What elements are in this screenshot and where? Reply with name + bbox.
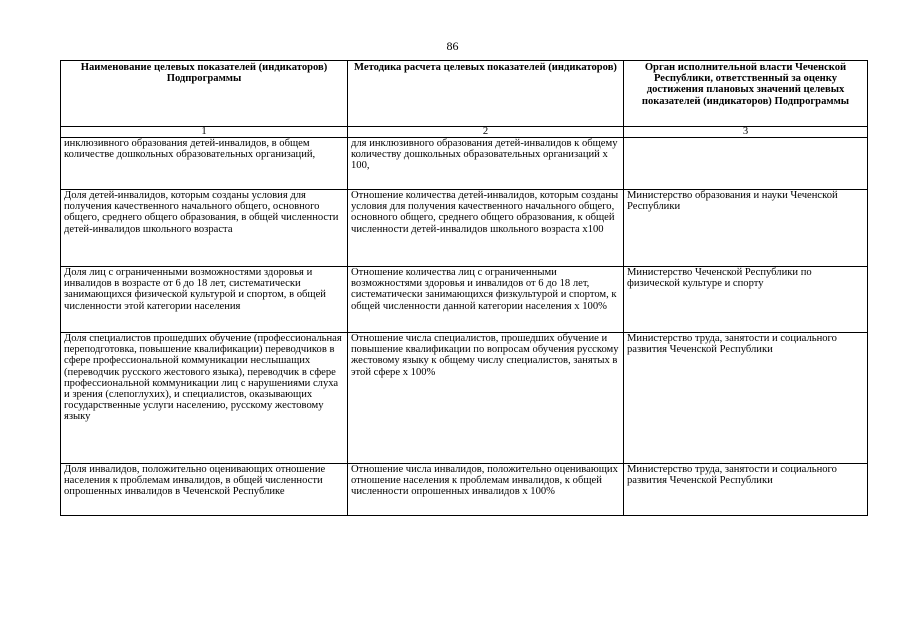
table-row — [61, 464, 868, 516]
indicator-cell: Доля инвалидов, положительно оценивающих отношение населения к проблемам инвалидов, в общей численности опрошенных инвалидов в Чеченской Республике — [61, 464, 348, 516]
header-responsible-authority: Орган исполнительной власти Чеченской Республики, ответственный за оценку достижения плановых значений целевых показателей (индикаторов) Подпрограммы — [624, 61, 868, 127]
indicator-cell: Доля лиц с ограниченными возможностями здоровья и инвалидов в возрасте от 6 до 18 лет, систематически занимающихся физической культурой и спортом, в общей численности этой категории населения — [61, 267, 348, 333]
header-calculation-method: Методика расчета целевых показателей (индикаторов) — [348, 61, 624, 127]
column-number-row — [61, 127, 868, 138]
method-cell: Отношение количества детей-инвалидов, которым созданы условия для получения качественного начального общего, основного общего, среднего общего образования, к общей численности детей-инвалидов школьного возраста х100 — [348, 190, 624, 267]
page-number: 86 — [446, 39, 459, 53]
authority-cell — [624, 138, 868, 190]
column-number: 3 — [624, 127, 868, 138]
authority-cell: Министерство труда, занятости и социального развития Чеченской Республики — [624, 464, 868, 516]
authority-cell: Министерство Чеченской Республики по физической культуре и спорту — [624, 267, 868, 333]
method-cell: Отношение числа специалистов, прошедших обучение и повышение квалификации по вопросам обучения русскому жестовому языку к общему числу специалистов, занятых в этой сфере х 100% — [348, 333, 624, 464]
indicator-cell: Доля специалистов прошедших обучение (профессиональная переподготовка, повышение квалификации) переводчиков в сфере профессиональной коммуникации неслышащих (переводчик русского жестового языка), переводчик в сфере профессиональной коммуникации лиц с нарушениями слуха и зрения (слепоглухих), и специалистов, оказывающих государственные услуги населению, русскому жестовому языку — [61, 333, 348, 464]
table-row — [61, 267, 868, 333]
indicators-table — [60, 60, 868, 516]
authority-cell: Министерство труда, занятости и социального развития Чеченской Республики — [624, 333, 868, 464]
table-header-row — [61, 61, 868, 127]
authority-cell: Министерство образования и науки Чеченской Республики — [624, 190, 868, 267]
column-number: 1 — [61, 127, 348, 138]
table-row — [61, 333, 868, 464]
indicator-cell: Доля детей-инвалидов, которым созданы условия для получения качественного начального общего, основного общего, среднего общего образования, в общей численности детей-инвалидов школьного возраста — [61, 190, 348, 267]
table-row — [61, 138, 868, 190]
method-cell: Отношение числа инвалидов, положительно оценивающих отношение населения к проблемам инвалидов, к общей численности опрошенных инвалидов х 100% — [348, 464, 624, 516]
method-cell: Отношение количества лиц с ограниченными возможностями здоровья и инвалидов от 6 до 18 лет, систематически занимающихся физкультурой и спортом, к общей численности данной категории населения х 100% — [348, 267, 624, 333]
table-row — [61, 190, 868, 267]
indicator-cell: инклюзивного образования детей-инвалидов, в общем количестве дошкольных образовательных организаций, — [61, 138, 348, 190]
column-number: 2 — [348, 127, 624, 138]
method-cell: для инклюзивного образования детей-инвалидов к общему количеству дошкольных образовательных организаций х 100, — [348, 138, 624, 190]
header-indicator-name: Наименование целевых показателей (индикаторов) Подпрограммы — [61, 61, 348, 127]
